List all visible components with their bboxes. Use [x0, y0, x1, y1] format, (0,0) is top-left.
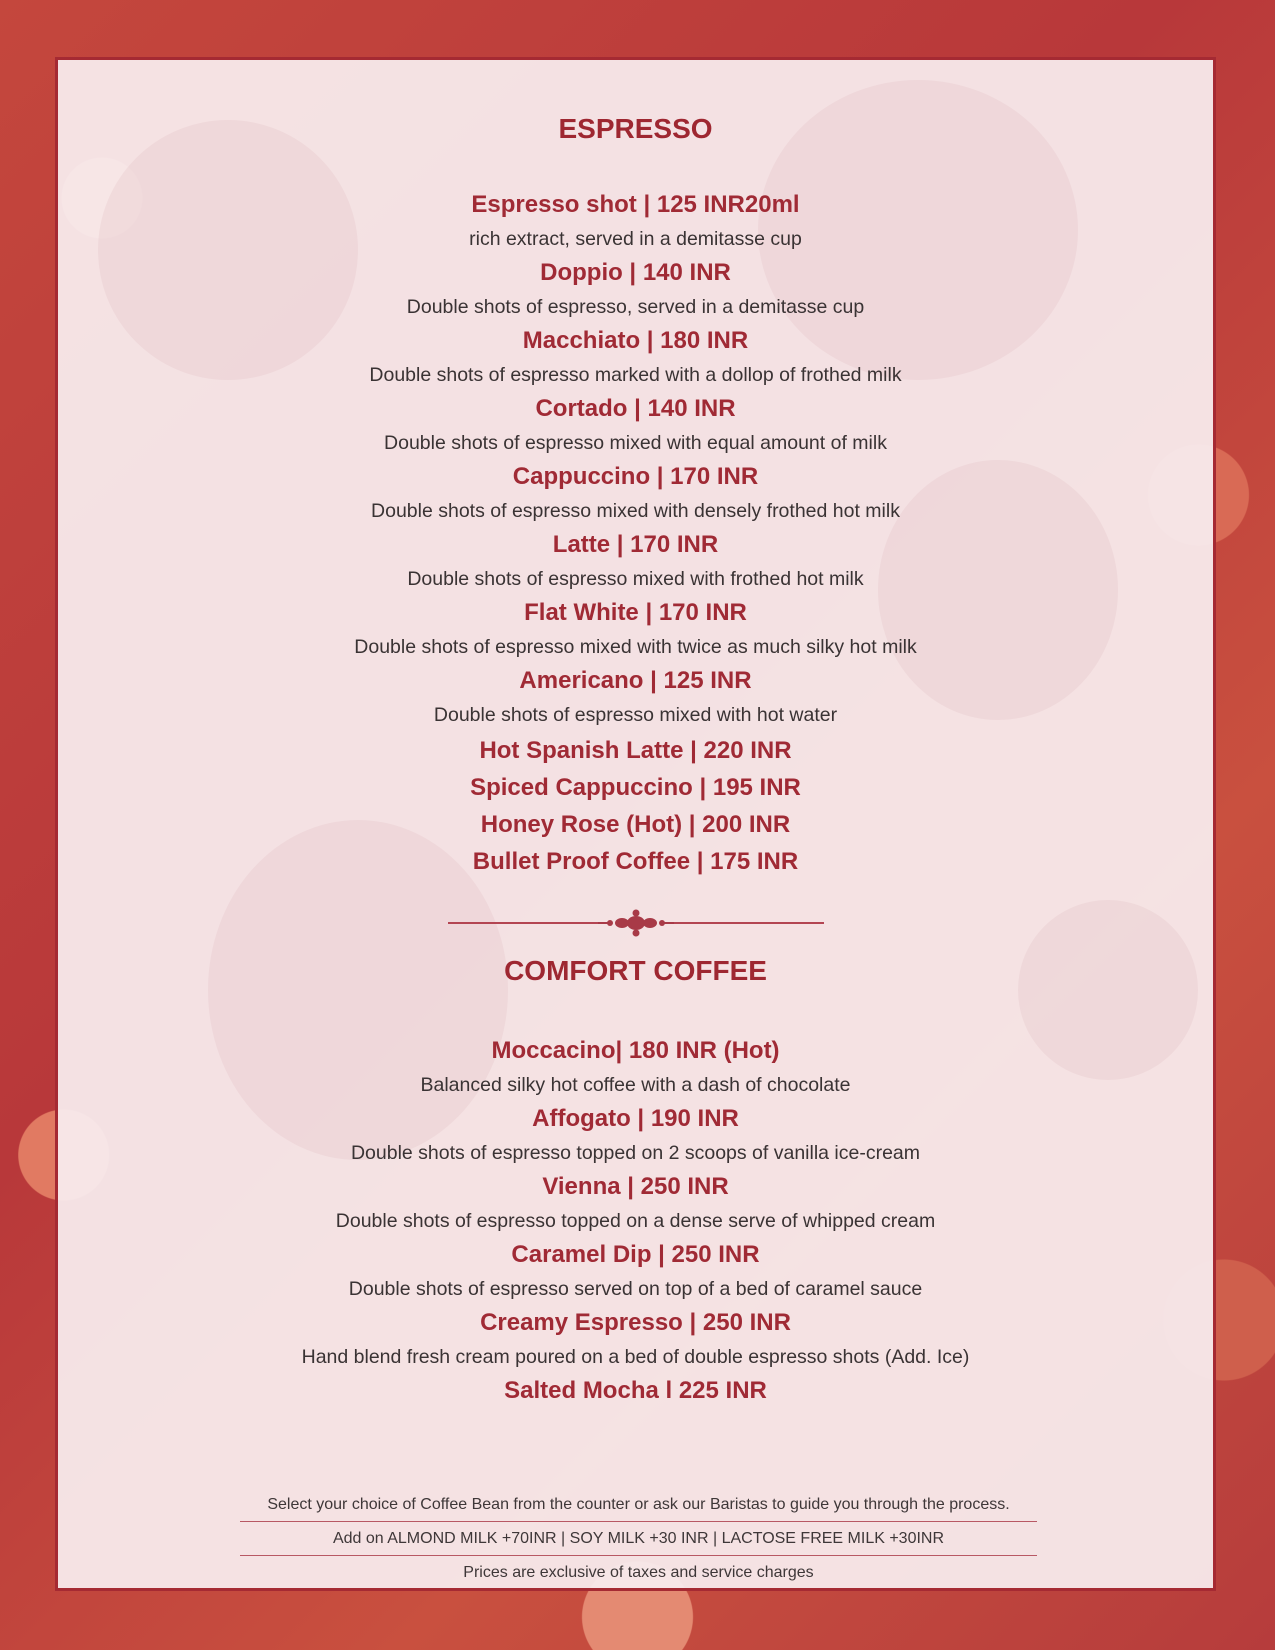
menu-item — [58, 256, 1213, 324]
menu-item — [58, 596, 1213, 664]
menu-item — [58, 460, 1213, 528]
item-name: Macchiato | 180 INR — [522, 327, 749, 354]
menu-item — [58, 769, 1213, 806]
item-name: Affogato | 190 INR — [532, 1105, 739, 1132]
milk-addons: Add on ALMOND MILK +70INR | SOY MILK +30 INR | LACTOSE FREE MILK +30INR — [240, 1522, 1037, 1556]
section-title-espresso: ESPRESSO — [558, 113, 713, 144]
item-description: Double shots of espresso mixed with hot water — [433, 704, 838, 726]
menu-item — [58, 1170, 1213, 1238]
menu-item — [58, 1306, 1213, 1374]
item-name: Vienna | 250 INR — [542, 1173, 729, 1200]
menu-item — [58, 392, 1213, 460]
item-description: Double shots of espresso mixed with equal amount of milk — [384, 432, 887, 454]
menu-item — [58, 843, 1213, 880]
section-title-comfort-coffee: COMFORT COFFEE — [504, 955, 767, 986]
flourish-icon — [598, 908, 674, 938]
item-description: Double shots of espresso, served in a demitasse cup — [406, 296, 865, 318]
menu-item — [58, 732, 1213, 769]
item-name: Creamy Espresso | 250 INR — [480, 1309, 791, 1336]
menu-item — [58, 528, 1213, 596]
item-name: Flat White | 170 INR — [524, 599, 747, 626]
item-name: Cappuccino | 170 INR — [512, 463, 759, 490]
item-description: Double shots of espresso topped on a dense serve of whipped cream — [335, 1210, 936, 1232]
item-description: Double shots of espresso marked with a dollop of frothed milk — [369, 364, 902, 386]
item-name: Latte | 170 INR — [552, 531, 719, 558]
menu-content — [58, 60, 1213, 1408]
item-description: Double shots of espresso mixed with twice as much silky hot milk — [354, 636, 917, 658]
espresso-list — [58, 188, 1213, 880]
item-name: Honey Rose (Hot) | 200 INR — [480, 811, 791, 838]
item-name: Spiced Cappuccino | 195 INR — [470, 774, 801, 801]
menu-footer — [240, 1488, 1037, 1589]
coffee-bean-note: Select your choice of Coffee Bean from the counter or ask our Baristas to guide you through the process. — [240, 1488, 1037, 1522]
divider-line-left — [448, 922, 598, 924]
item-description: Double shots of espresso topped on 2 scoops of vanilla ice-cream — [350, 1142, 921, 1164]
ornamental-divider — [448, 908, 824, 938]
item-name: Americano | 125 INR — [519, 667, 752, 694]
menu-item — [58, 806, 1213, 843]
tax-note: Prices are exclusive of taxes and service charges — [463, 1564, 814, 1581]
menu-item — [58, 1102, 1213, 1170]
item-name: Caramel Dip | 250 INR — [511, 1241, 760, 1268]
menu-item — [58, 664, 1213, 732]
item-description: Double shots of espresso mixed with frothed hot milk — [407, 568, 864, 590]
item-description: Double shots of espresso mixed with densely frothed hot milk — [371, 500, 900, 522]
item-name: Espresso shot | 125 INR20ml — [471, 191, 800, 218]
item-name: Hot Spanish Latte | 220 INR — [479, 737, 792, 764]
menu-item — [58, 1034, 1213, 1102]
item-description: Balanced silky hot coffee with a dash of chocolate — [420, 1074, 851, 1096]
comfort-list — [58, 1034, 1213, 1408]
item-name: Cortado | 140 INR — [535, 395, 736, 422]
menu-item — [58, 1374, 1213, 1408]
item-description: rich extract, served in a demitasse cup — [469, 228, 802, 250]
item-name: Moccacino| 180 INR (Hot) — [491, 1037, 780, 1064]
item-description: Double shots of espresso served on top of a bed of caramel sauce — [348, 1278, 923, 1300]
menu-item — [58, 188, 1213, 256]
item-name: Doppio | 140 INR — [540, 259, 731, 286]
item-description: Hand blend fresh cream poured on a bed of double espresso shots (Add. Ice) — [301, 1346, 970, 1368]
menu-item — [58, 1238, 1213, 1306]
item-name: Salted Mocha l 225 INR — [504, 1377, 767, 1404]
menu-item — [58, 324, 1213, 392]
divider-line-right — [674, 922, 824, 924]
menu-panel — [55, 57, 1216, 1591]
item-name: Bullet Proof Coffee | 175 INR — [472, 848, 799, 875]
